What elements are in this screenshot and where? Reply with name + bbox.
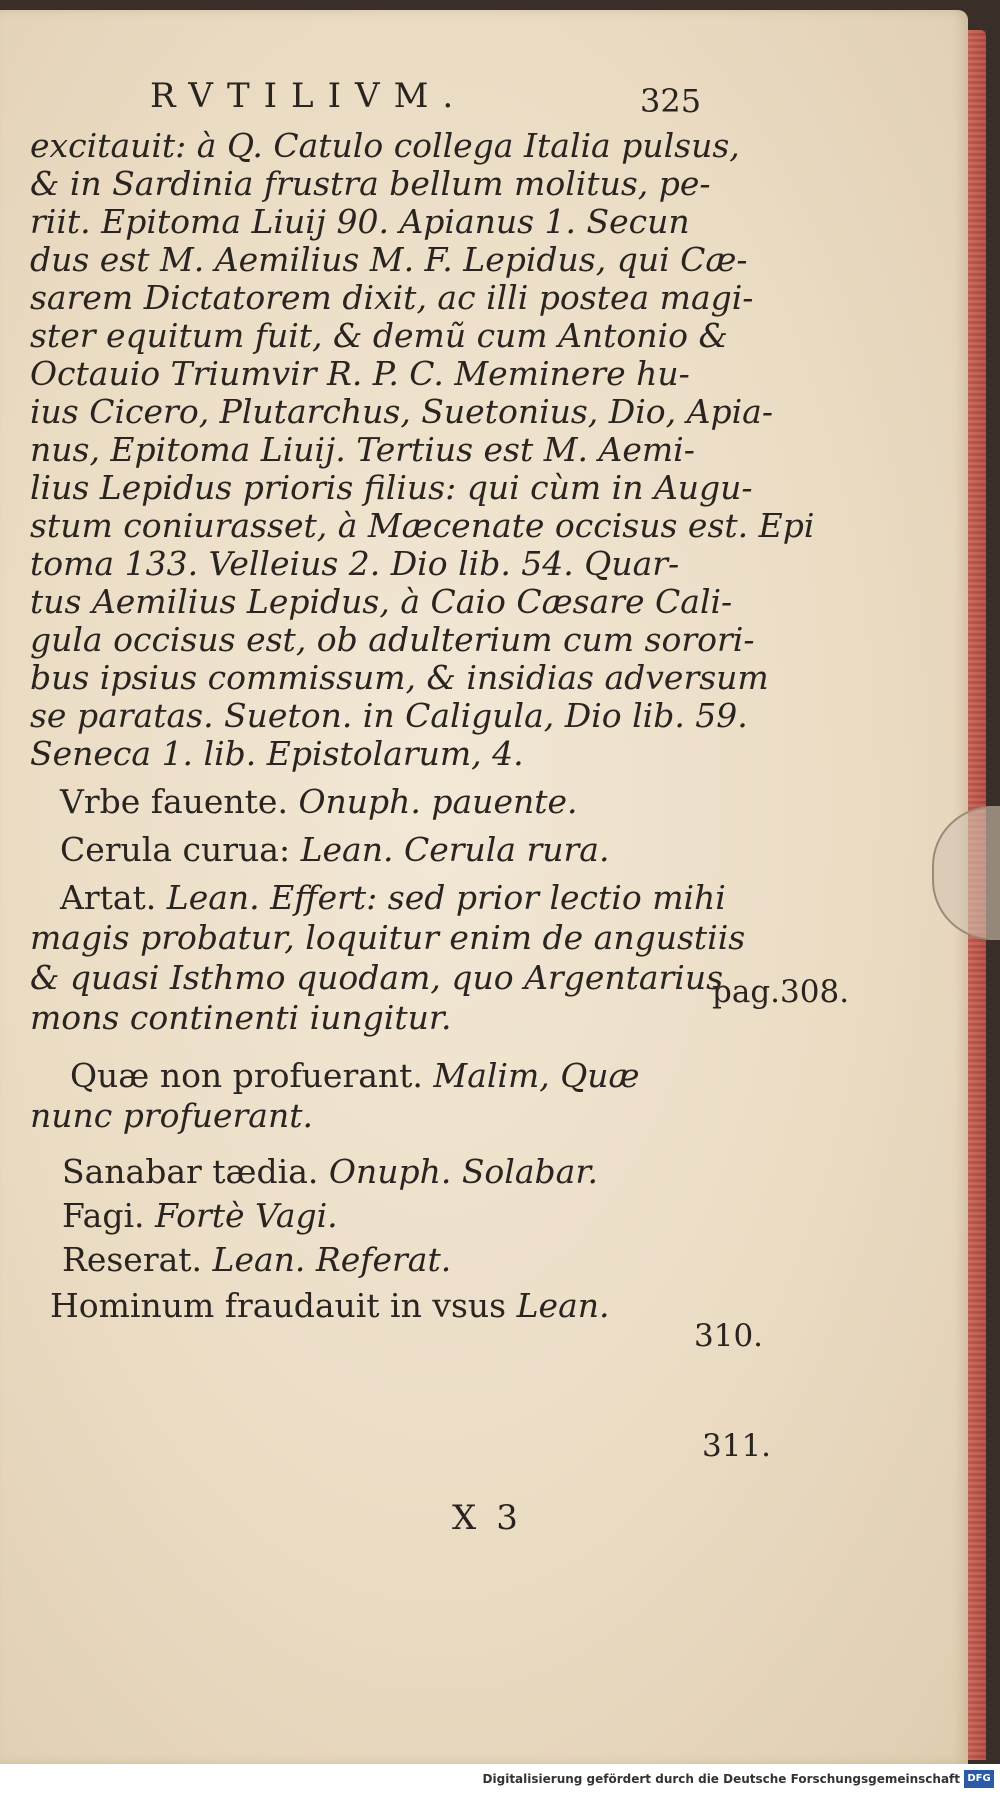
note-comment: Lean. Referat. <box>212 1240 452 1279</box>
note-comment: Malim, Quæ <box>433 1056 640 1095</box>
body-line: riit. Epitoma Liuij 90. Apianus 1. Secun <box>30 202 690 241</box>
body-line: & in Sardinia frustra bellum molitus, pe- <box>30 164 711 203</box>
body-line: stum coniurasset, à Mæcenate occisus est. Epi <box>30 506 815 545</box>
body-line: sarem Dictatorem dixit, ac illi postea magi- <box>30 278 754 317</box>
signature-mark <box>452 1498 538 1538</box>
signature-number: 3 <box>496 1498 538 1538</box>
note-line <box>30 998 452 1038</box>
body-line: excitauit: à Q. Catulo collega Italia pulsus, <box>30 126 740 165</box>
note-comment: mons continenti iungitur. <box>30 998 452 1037</box>
body-line: ster equitum fuit, & demũ cum Antonio & <box>30 316 728 355</box>
body-line: dus est M. Aemilius M. F. Lepidus, qui Cæ- <box>30 240 748 279</box>
body-line: nus, Epitoma Liuij. Tertius est M. Aemi- <box>30 430 695 469</box>
note-comment: Lean. <box>516 1286 610 1325</box>
body-line: Seneca 1. lib. Epistolarum, 4. <box>30 734 524 773</box>
dfg-logo-icon: DFG <box>964 1770 994 1788</box>
note-line <box>30 958 723 998</box>
note-comment: Lean. Effert: sed prior lectio mihi <box>166 878 726 917</box>
note-line <box>62 1152 598 1192</box>
page-number: 325 <box>640 82 702 120</box>
margin-reference: pag.308. <box>712 974 850 1010</box>
margin-reference: 311. <box>702 1428 772 1464</box>
note-comment: Lean. Cerula rura. <box>300 830 610 869</box>
note-comment: Onuph. pauente. <box>298 782 578 821</box>
note-lemma: Sanabar tædia. <box>62 1152 319 1191</box>
note-lemma: Artat. <box>60 878 157 917</box>
note-line <box>62 1196 338 1236</box>
note-lemma: Vrbe fauente. <box>60 782 288 821</box>
note-line <box>30 1096 313 1136</box>
body-line: ius Cicero, Plutarchus, Suetonius, Dio, Apia- <box>30 392 773 431</box>
body-line: tus Aemilius Lepidus, à Caio Cæsare Cali- <box>30 582 733 621</box>
signature-letter: X <box>452 1498 497 1538</box>
note-comment: Onuph. Solabar. <box>328 1152 598 1191</box>
footer-credit: Digitalisierung gefördert durch die Deutsche Forschungsgemeinschaft <box>482 1772 960 1786</box>
body-line: Octauio Triumvir R. P. C. Meminere hu- <box>30 354 690 393</box>
body-line: toma 133. Velleius 2. Dio lib. 54. Quar- <box>30 544 680 583</box>
note-line <box>60 830 609 870</box>
note-comment: & quasi Isthmo quodam, quo Argentarius <box>30 958 724 997</box>
note-line <box>60 878 726 918</box>
note-comment: nunc profuerant. <box>30 1096 313 1135</box>
note-lemma: Cerula curua: <box>60 830 291 869</box>
body-line: gula occisus est, ob adulterium cum sorori- <box>30 620 755 659</box>
note-line <box>60 782 578 822</box>
note-comment: Fortè Vagi. <box>155 1196 338 1235</box>
note-comment: magis probatur, loquitur enim de angustiis <box>30 918 746 957</box>
note-lemma: Hominum fraudauit in vsus <box>50 1286 507 1325</box>
note-line <box>30 918 745 958</box>
running-title: RVTILIVM. <box>150 76 468 116</box>
body-line: bus ipsius commissum, & insidias adversum <box>30 658 769 697</box>
note-lemma: Reserat. <box>62 1240 203 1279</box>
note-line <box>70 1056 640 1096</box>
note-line <box>50 1286 610 1326</box>
body-line: se paratas. Sueton. in Caligula, Dio lib. 59. <box>30 696 748 735</box>
body-line: lius Lepidus prioris filius: qui cùm in Augu- <box>30 468 753 507</box>
digitization-footer <box>0 1764 1000 1798</box>
note-line <box>62 1240 451 1280</box>
note-lemma: Fagi. <box>62 1196 145 1235</box>
margin-reference: 310. <box>694 1318 764 1354</box>
note-lemma: Quæ non profuerant. <box>70 1056 423 1095</box>
